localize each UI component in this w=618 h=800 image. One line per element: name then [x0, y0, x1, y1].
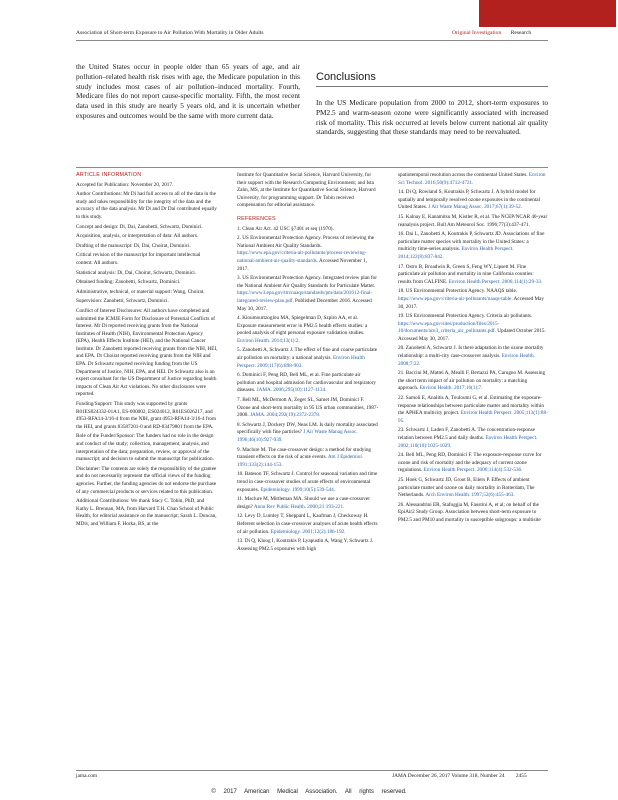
reference-number: 14. — [398, 189, 406, 196]
article-information-label: ARTICLE INFORMATION — [76, 172, 142, 178]
reference-text: Alessandrini ER, Stafoggia M, Faustini A, et al; on behalf of the EpiAir2 Study Group. Association between short-term exposure to PM2.5 and PM10 and mortality in susceptible subgroups: a multisite — [398, 501, 541, 523]
article-info-paragraph: Statistical analysis: Di, Dai, Choirat, Schwartz, Dominici. — [76, 269, 197, 276]
header-divider — [76, 40, 548, 41]
reference-number: 24. — [398, 452, 406, 459]
reference-text: Kioumourtzoglou MA, Spiegelman D, Szpiro AA, et al. Exposure measurement error in PM2.5 health effects studies: a pooled analysis of eight personal exposure validation studies. — [237, 315, 368, 337]
reference-text: Maclure M. The case-crossover design: a method for studying transient effects on the risk of acute events. — [237, 446, 372, 461]
reference-text: US Environmental Protection Agency. Integrated review plan for the National Ambient Air Quality Standards for Particulate Matter. — [237, 275, 377, 289]
reference-number: 25. — [398, 476, 406, 483]
journal-color-tab — [479, 0, 616, 27]
reference-link[interactable]: Environ Health Perspect. 2005;113(1):88-95. — [398, 410, 548, 424]
reference-text: Schwartz J, Dockery DW, Neas LM. Is daily mortality associated specifically with fine particles? — [237, 421, 378, 436]
reference-link[interactable]: Arch Environ Health. 1997;52(6):455-463. — [425, 492, 515, 499]
reference-list-part-2 — [398, 172, 548, 525]
references-label: REFERENCES — [237, 215, 276, 222]
reference-item — [398, 370, 548, 393]
reference-link[interactable]: Environ Health. 2014;13(1):2. — [237, 337, 300, 344]
reference-text: Levy D, Lumley T, Sheppard L, Kaufman J, Checkoway H. Referent selection in case-crossover analyses of acute health effects of air pollution. — [237, 513, 378, 535]
reference-accessed: Updated October 2015. Accessed May 30, 2017. — [398, 328, 546, 342]
reference-link[interactable]: Environ Health Perspect. 2014;122(8):837-842. — [398, 246, 514, 260]
article-info-paragraph: Additional Contributions: We thank Stacy C. Tobin, PhD, and Kathy L. Brennan, MA, from Harvard T.H. Chan School of Public Health, for editorial assistance on the manuscript; Sarah L. Duncan, MDiv, and William F. Horka, BS, at the — [76, 498, 217, 527]
conclusions-text: In the US Medicare population from 2000 to 2012, short-term exposures to PM2.5 and warm-season ozone were significantly associated with increased risk of mortality. This risk occurred at levels below current national air quality standards, suggesting that these standards may need to be reevaluated. — [316, 98, 548, 137]
reference-number: 23. — [398, 427, 406, 434]
article-info-paragraph: Obtained funding: Zanobetti, Schwartz, Dominici. — [76, 279, 181, 286]
reference-item — [237, 235, 379, 273]
article-information-column — [76, 172, 218, 531]
article-info-paragraph: Accepted for Publication: November 20, 2017. — [76, 181, 174, 188]
reference-item — [398, 502, 548, 525]
reference-number: 10. — [237, 471, 245, 478]
reference-item — [398, 313, 548, 343]
article-info-paragraph: Disclaimer: The contents are solely the responsibility of the grantee and do not necessarily represent the official views of the funding agencies. Further, the funding agencies do not endorse the purchase of any commercial products or services related to this publication. — [76, 465, 217, 495]
reference-number: 13. — [237, 538, 245, 545]
reference-number: 16. — [398, 231, 406, 238]
article-info-paragraph: Administrative, technical, or material support: Wang, Choirat. — [76, 288, 205, 295]
reference-number: 21. — [398, 370, 406, 377]
running-title: Association of Short-term Exposure to Air Pollution With Mortality in Older Adults — [76, 30, 264, 36]
reference-link[interactable]: Annu Rev Public Health. 2000;21:193-221. — [253, 503, 345, 510]
reference-text: Bell ML, McDermott A, Zeger SL, Samet JM, Dominici F. Ozone and short-term mortality in 95 US urban communities, 1987-2000. — [237, 397, 379, 419]
reference-link[interactable]: Am J Epidemiol. 1991;133(2):144-153. — [237, 454, 364, 468]
reference-number: 12. — [237, 513, 245, 520]
article-info-paragraph: Role of the Funder/Sponsor: The funders had no role in the design and conduct of the study; collection, management, analysis, and interpretation of the data; preparation, review, or approval of the manuscript; and decision to submit the manuscript for publication. — [76, 433, 214, 463]
article-info-paragraph: Supervision: Zanobetti, Schwartz, Dominici. — [76, 298, 169, 305]
article-info-paragraph: Conflict of Interest Disclosures: All authors have completed and submitted the ICMJE Form for Disclosure of Potential Conflicts of Interest. Mr Di reported receiving grants from the National Institutes of Health (NIH), Environmental Protection Agency (EPA), Health Effects Institute (HEI), and the National Cancer Institute. Dr Zanobetti reported receiving grants from the NIH, HEI, and EPA. Dr Choirat reported receiving grants from the NIH and EPA. Dr Schwartz reported receiving funding from the US Department of Justice, NIH, EPA, and HEI. Dr Schwartz also is an expert consultant for the US Department of Justice regarding health impacts of Clean Air Act violations. No other disclosures were reported. — [76, 307, 218, 398]
references-column-1 — [237, 172, 379, 555]
copyright-notice: © 2017 American Medical Association. All rights reserved. — [211, 789, 407, 795]
reference-link[interactable]: https://www3.epa.gov/ttn/naaqs/standards/pm/data/201612-final-integrated-review-plan.pdf. — [237, 290, 373, 304]
reference-item — [237, 422, 379, 445]
reference-item — [237, 315, 379, 345]
reference-text: Baccini M, Mattei A, Mealli F, Bertazzi PA, Carugno M. Assessing the short term impact of air pollution on mortality: a matching approach. — [398, 370, 546, 392]
reference-link[interactable]: Environ Health. 2017;16(1):7. — [419, 385, 483, 392]
reference-number: 15. — [398, 213, 406, 220]
reference-text: US Environmental Protection Agency. Process of reviewing the National Ambient Air Quality Standards. — [237, 235, 375, 249]
reference-text: US Environmental Protection Agency. Criteria air pollutants. — [405, 313, 533, 320]
reference-number: 5. — [237, 347, 243, 354]
reference-number: 19. — [398, 313, 406, 320]
header-category — [452, 30, 531, 36]
reference-number: 8. — [237, 421, 243, 428]
reference-link[interactable]: JAMA. 2006;295(10):1127-1134. — [256, 387, 327, 394]
reference-text: Bell ML, Peng RD, Dominici F. The exposure-response curve for ozone and risk of mortality and the adequacy of current ozone regulations. — [398, 452, 542, 474]
reference-link[interactable]: Environ Health Perspect. 2006;114(1):29-33. — [448, 278, 543, 285]
reference-text: Ostro B, Broadwin R, Green S, Feng WY, Lipsett M. Fine particulate air pollution and mortality in nine California counties: results from CALFINE. — [398, 263, 534, 285]
article-information-paragraphs — [76, 182, 218, 529]
body-text-continued: the United States occur in people older than 65 years of age, and air pollution–related health risk rises with age, the Medicare population in this study includes most cases of air pollution–induced mortality. Fourth, Medicare files do not report cause-specific mortality. Fifth, the most recent data used in this study are nearly 5 years old, and it is uncertain whether exposures and outcomes would be the same with more current data. — [76, 62, 300, 120]
reference-item — [398, 477, 548, 500]
reference-item — [398, 264, 548, 287]
reference-number: 18. — [398, 288, 406, 295]
reference-text: spatiotemporal resolution across the continental United States. — [398, 172, 529, 178]
reference-link[interactable]: https://www.epa.gov/sites/production/files/2015-10/documents/ace3_criteria_air_pollutants.pdf. — [398, 320, 500, 335]
article-info-paragraph: Funding/Support: This study was supported by grants R01ES024332-01A1, ES-000002, ES024012, R01ES026217, and 4953-RFA14-3/16-4 from the NIH, grant 4953-RFA14-3/16-4 from the HEI, and grants 83587201-0 and RD-83479801 from the EPA. — [76, 401, 216, 430]
reference-link[interactable]: JAMA. 2004;292(19):2372-2378. — [249, 412, 321, 419]
footer-issue: JAMA December 26, 2017 Volume 318, Number 24 — [392, 773, 505, 779]
page-number: 2455 — [515, 773, 527, 779]
reference-link[interactable]: https://www.epa.gov/criteria-air-pollutants/process-reviewing-national-ambient-air-quality-standards. — [237, 250, 367, 264]
footer-site[interactable]: jama.com — [76, 773, 98, 779]
footer-journal-line — [392, 773, 527, 779]
reference-item — [398, 214, 548, 229]
article-info-paragraph: Concept and design: Di, Dai, Zanobetti, Schwartz, Dominici. — [76, 223, 203, 230]
reference-number: 3. — [237, 275, 243, 282]
reference-item — [237, 538, 379, 553]
reference-text: Dai L, Zanobetti A, Koutrakis P, Schwartz JD. Associations of fine particulate matter species with mortality in the United States: a multicity time-series analysis. — [398, 231, 545, 253]
reference-text: US Environmental Protection Agency. NAAQS table. — [405, 288, 518, 295]
reference-item — [237, 496, 379, 511]
article-category: Original Investigation — [452, 30, 502, 36]
reference-number: 17. — [398, 263, 406, 270]
reference-link[interactable]: Environ Health Perspect. 2002;110(10):1025-1029. — [398, 435, 538, 449]
reference-item — [398, 288, 548, 311]
article-information-continued: Institute for Quantitative Social Science, Harvard University, for their support with the Research Computing Environment; and Ista Zahn, MS, at the Institute for Quantitative Social Science, Harvard University, for programming support. Dr Tobin received compensation for editorial assistance. — [237, 172, 376, 209]
reference-text: Kalnay E, Kanamitsu M, Kistler R, et al. The NCEP/NCAR 40-year reanalysis project. Bull Am Meteorol Soc. 1996;77(3):437-471. — [398, 213, 548, 228]
reference-number: 4. — [237, 315, 243, 322]
reference-text: Hoek G, Schwartz JD, Groot B, Eilers P. Effects of ambient particulate matter and ozone on daily mortality in Rotterdam, The Netherlands. — [398, 476, 535, 499]
reference-link[interactable]: Epidemiology. 1999;10(5):539-544. — [260, 486, 336, 493]
reference-text: Schwartz J, Laden F, Zanobetti A. The concentration-response relation between PM2.5 and daily deaths. — [398, 427, 535, 441]
reference-item — [237, 471, 379, 494]
article-section: Research — [510, 30, 532, 36]
reference-item — [398, 395, 548, 425]
reference-accessed: Published December 2016. Accessed May 30, 2017. — [237, 297, 372, 312]
reference-number: 7. — [237, 397, 243, 404]
reference-accessed: Accessed May 30, 2017. — [398, 295, 545, 310]
reference-number: 11. — [237, 496, 245, 503]
reference-number: 20. — [398, 345, 406, 352]
reference-item — [398, 231, 548, 261]
reference-accessed: Accessed November 1, 2017. — [237, 257, 367, 272]
reference-link[interactable]: J Air Waste Manag Assoc. 1996;46(10):927-939. — [237, 429, 358, 443]
reference-text: Maclure M, Mittleman MA. Should we use a case-crossover design? — [237, 496, 370, 510]
reference-text: Samoli E, Analitis A, Touloumi G, et al. Estimating the exposure-response relationships between particulate matter and mortality within the APHEA multicity project. — [398, 395, 544, 417]
reference-link[interactable]: J Air Waste Manag Assoc. 2017;67(1):39-52. — [428, 204, 522, 211]
reference-link[interactable]: Environ Health. 2008;7:22. — [398, 353, 535, 367]
reference-link[interactable]: Epidemiology. 2001;12(2):186-192. — [270, 528, 346, 535]
reference-text: Zanobetti A, Schwartz J. Is there adaptation in the ozone mortality relationship: a multi-city case-crossover analysis. — [398, 345, 544, 360]
reference-item — [398, 172, 548, 187]
conclusions-heading: Conclusions — [316, 71, 376, 83]
reference-number: 9. — [237, 446, 243, 453]
reference-link[interactable]: Environ Health Perspect. 2009;117(6):898-903. — [237, 355, 365, 369]
reference-item — [237, 347, 379, 370]
reference-item — [237, 513, 379, 536]
reference-item — [398, 427, 548, 450]
reference-item — [237, 397, 379, 420]
reference-number: 26. — [398, 501, 406, 508]
reference-item — [398, 189, 548, 212]
reference-text: Clean Air Act. 42 USC §7401 et seq (1970). — [242, 225, 334, 232]
reference-text: Di Q, Kloog I, Koutrakis P, Lyapustin A, Wang Y, Schwartz J. Assessing PM2.5 exposures with high — [237, 538, 374, 552]
reference-item — [237, 447, 379, 470]
footer-divider — [76, 770, 548, 771]
reference-item — [398, 345, 548, 368]
conclusions-divider — [316, 86, 548, 87]
reference-number: 2. — [237, 235, 243, 242]
section-divider — [76, 167, 548, 168]
reference-link[interactable]: https://www.epa.gov/criteria-air-pollutants/naaqs-table. — [398, 295, 514, 302]
reference-link[interactable]: Environ Sci Technol. 2016;50(9):4712-4721. — [398, 172, 546, 186]
reference-item — [237, 226, 379, 234]
reference-text: Zanobetti A, Schwartz J. The effect of fine and coarse particulate air pollution on mortality: a national analysis. — [237, 347, 378, 362]
reference-number: 22. — [398, 395, 406, 402]
reference-number: 1. — [237, 225, 243, 232]
reference-text: Dominici F, Peng RD, Bell ML, et al. Fine particulate air pollution and hospital admission for cardiovascular and respiratory diseases. — [237, 372, 377, 394]
reference-item — [398, 452, 548, 475]
references-column-2 — [398, 172, 548, 527]
article-info-paragraph: Drafting of the manuscript: Di, Dai, Choirat, Dominici. — [76, 242, 191, 249]
reference-number: 6. — [237, 372, 243, 379]
reference-list-part-1 — [237, 226, 379, 554]
reference-item — [237, 275, 379, 313]
article-info-paragraph: Author Contributions: Mr Di had full access to all of the data in the study and takes responsibility for the integrity of the data and the accuracy of the data analysis. Mr Di and Dr Dai contributed equally to this study. — [76, 191, 217, 220]
reference-text: Di Q, Rowland S, Koutrakis P, Schwartz J. A hybrid model for spatially and temporally resolved ozone exposures in the continental United States. — [398, 189, 541, 211]
reference-link[interactable]: Environ Health Perspect. 2006;114(4):532-536. — [423, 467, 523, 474]
article-info-paragraph: Critical revision of the manuscript for important intellectual content: All authors. — [76, 252, 201, 266]
article-info-paragraph: Acquisition, analysis, or interpretation of data: All authors. — [76, 233, 199, 240]
reference-text: Bateson TF, Schwartz J. Control for seasonal variation and time trend in case-crossover studies of acute effects of environmental exposures. — [237, 471, 378, 493]
reference-item — [237, 372, 379, 395]
